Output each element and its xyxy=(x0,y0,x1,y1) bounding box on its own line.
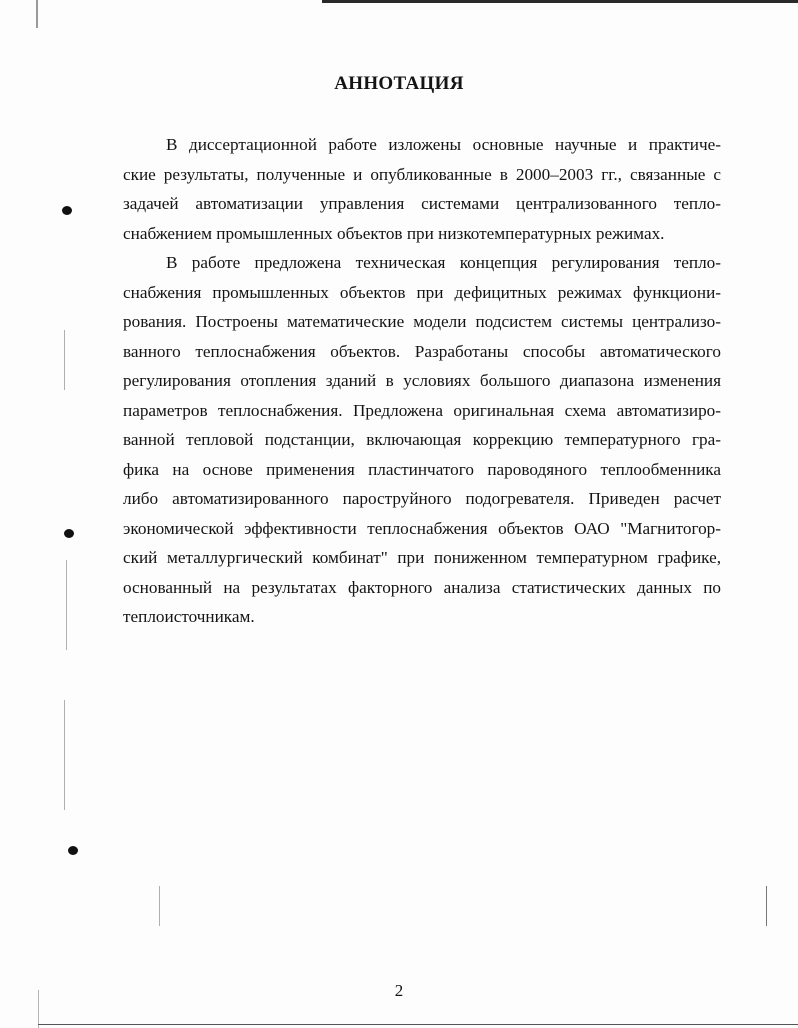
text-line: теплоисточникам. xyxy=(123,607,255,626)
page-title: АННОТАЦИЯ xyxy=(334,73,464,94)
text-line: ванного теплоснабжения объектов. Разработаны способы автоматического xyxy=(123,341,721,361)
binding-hole-mark xyxy=(68,846,78,855)
text-line: параметров теплоснабжения. Предложена оригинальная схема автоматизиро- xyxy=(123,400,721,420)
scan-speck xyxy=(64,330,65,390)
text-line: экономической эффективности теплоснабжения объектов ОАО "Магнитогор- xyxy=(123,518,721,538)
scan-edge-top xyxy=(322,0,798,3)
text-line: снабжения промышленных объектов при дефицитных режимах функциони- xyxy=(123,282,721,302)
text-line: ский металлургический комбинат" при пониженном температурном графике, xyxy=(123,548,721,567)
text-line: ские результаты, полученные и опубликованные в 2000–2003 гг., связанные с xyxy=(123,164,721,184)
text-line: задачей автоматизации управления системами централизованного тепло- xyxy=(123,194,721,213)
text-line: фика на основе применения пластинчатого пароводяного теплообменника xyxy=(123,459,721,479)
text-line: основанный на результатах факторного анализа статистических данных по xyxy=(123,577,721,597)
scan-speck xyxy=(159,886,160,926)
scan-edge-left xyxy=(36,0,38,28)
text-line: снабжением промышленных объектов при низкотемпературных режимах. xyxy=(123,223,665,243)
text-line: ванной тепловой подстанции, включающая коррекцию температурного гра- xyxy=(123,430,721,449)
scan-speck xyxy=(66,560,67,650)
page-number: 2 xyxy=(394,981,404,1000)
scan-speck xyxy=(64,700,65,810)
text-line: В работе предложена техническая концепция регулирования тепло- xyxy=(166,253,721,272)
text-line: рования. Построены математические модели подсистем системы централизо- xyxy=(123,312,721,331)
scan-edge-bottom xyxy=(38,1024,798,1025)
text-line: В диссертационной работе изложены основные научные и практиче- xyxy=(166,135,721,154)
binding-hole-mark xyxy=(64,529,74,538)
text-line: либо автоматизированного пароструйного подогревателя. Приведен расчет xyxy=(123,489,721,508)
scan-mark-right xyxy=(766,886,767,926)
binding-hole-mark xyxy=(62,206,72,215)
text-line: регулирования отопления зданий в условиях большого диапазона изменения xyxy=(123,371,721,390)
